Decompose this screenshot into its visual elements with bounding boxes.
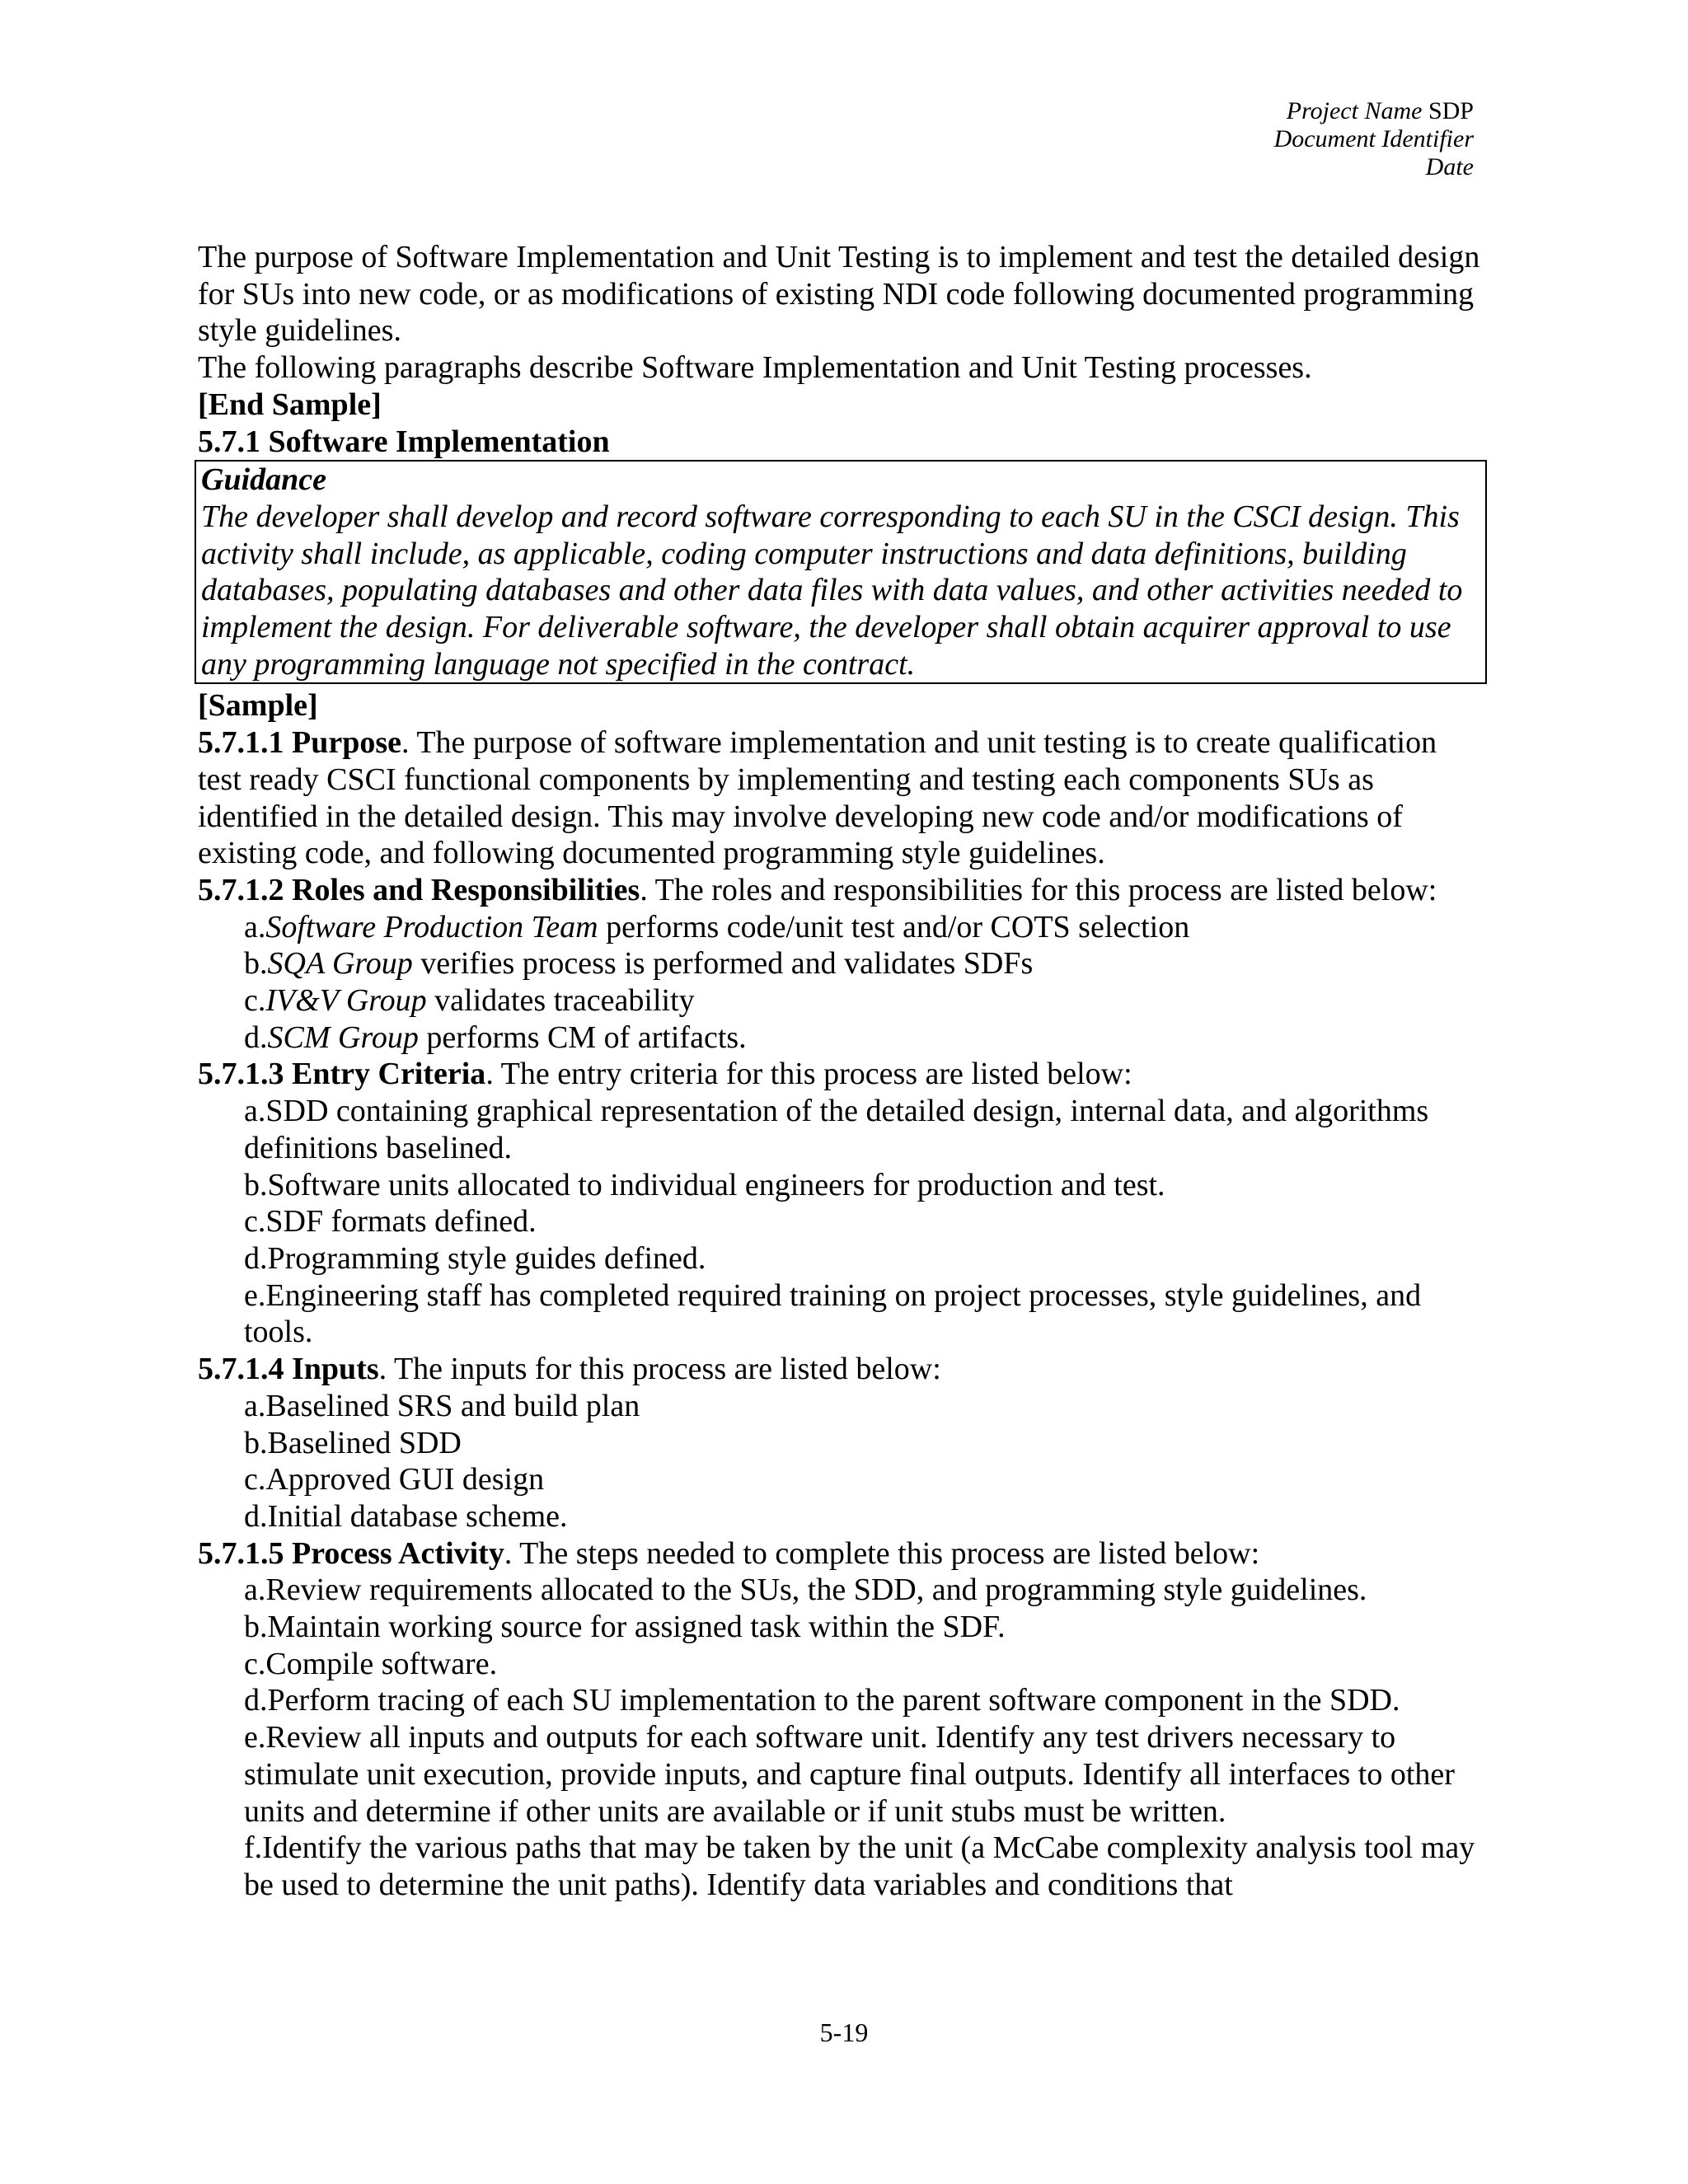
inputs-heading: 5.7.1.4 Inputs xyxy=(198,1352,379,1387)
role-desc: performs CM of artifacts. xyxy=(418,1019,747,1055)
guidance-text: The developer shall develop and record software corresponding to each SU in the CSCI design. This activity shall include, as applicable, coding computer instructions and data definitions, building databases, populating databases and other data files with data values, and other activities needed to implement the design. For deliverable software, the developer shall obtain acquirer approval to use any programming language not specified in the contract. xyxy=(201,499,1463,682)
entry-item: e.Engineering staff has completed required training on project processes, style guidelines, and tools. xyxy=(244,1277,1422,1350)
header-project-name: Project Name xyxy=(1286,97,1423,124)
roles-item-a xyxy=(198,909,1484,946)
purpose-text: . The purpose of software implementation and unit testing is to create qualification test ready CSCI functional components by implementing and testing each components SUs as identified in the detailed design. This may involve developing new code and/or modifications of existing code, and following documented programming style guidelines. xyxy=(198,725,1437,871)
process-text: . The steps needed to complete this process are listed below: xyxy=(504,1535,1260,1571)
role-desc: verifies process is performed and validates SDFs xyxy=(412,946,1034,982)
role-desc: validates traceability xyxy=(426,983,695,1019)
end-sample-label: [End Sample] xyxy=(198,387,382,422)
section-heading: 5.7.1 Software Implementation xyxy=(198,424,610,459)
entry-item: a.SDD containing graphical representation of the detailed design, internal data, and algorithms definitions baselined. xyxy=(244,1094,1429,1165)
entry-item: c.SDF formats defined. xyxy=(244,1204,537,1240)
purpose-heading: 5.7.1.1 Purpose xyxy=(198,725,401,761)
role-name: SCM Group xyxy=(267,1019,419,1055)
roles-item-d xyxy=(198,1019,1484,1057)
guidance-box xyxy=(195,460,1487,684)
page-number: 5-19 xyxy=(819,2018,869,2047)
page-header xyxy=(1274,97,1474,181)
process-item: a.Review requirements allocated to the SUs, the SDD, and programming style guidelines. xyxy=(244,1572,1367,1608)
entry-text: . The entry criteria for this process are listed below: xyxy=(485,1057,1132,1092)
inputs-item: b.Baselined SDD xyxy=(244,1425,462,1460)
header-project-suffix: SDP xyxy=(1428,97,1474,124)
document-body xyxy=(198,239,1484,1904)
inputs-item: c.Approved GUI design xyxy=(244,1462,545,1497)
process-heading: 5.7.1.5 Process Activity xyxy=(198,1535,504,1571)
entry-item: d.Programming style guides defined. xyxy=(244,1240,706,1276)
entry-paragraph xyxy=(198,1056,1484,1093)
roles-heading: 5.7.1.2 Roles and Responsibilities xyxy=(198,872,640,907)
roles-item-b xyxy=(198,945,1484,982)
inputs-text: . The inputs for this process are listed below: xyxy=(378,1352,941,1387)
intro-paragraph-2: The following paragraphs describe Software Implementation and Unit Testing processes. xyxy=(198,350,1312,386)
process-item: b.Maintain working source for assigned task within the SDF. xyxy=(244,1610,1006,1645)
inputs-paragraph xyxy=(198,1351,1484,1388)
process-paragraph xyxy=(198,1535,1484,1572)
role-desc: performs code/unit test and/or COTS selection xyxy=(598,909,1190,944)
purpose-paragraph xyxy=(198,724,1484,872)
process-item: c.Compile software. xyxy=(244,1646,498,1681)
roles-text: . The roles and responsibilities for this process are listed below: xyxy=(640,872,1437,907)
role-name: IV&V Group xyxy=(265,983,427,1019)
role-name: Software Production Team xyxy=(265,909,598,944)
guidance-title: Guidance xyxy=(201,462,326,498)
role-name: SQA Group xyxy=(267,946,413,982)
list-letter: d. xyxy=(244,1019,268,1055)
inputs-item: a.Baselined SRS and build plan xyxy=(244,1388,640,1423)
header-doc-id: Document Identifier xyxy=(1273,125,1474,152)
process-item: d.Perform tracing of each SU implementation to the parent software component in the SDD. xyxy=(244,1683,1400,1718)
inputs-item: d.Initial database scheme. xyxy=(244,1498,568,1534)
header-date: Date xyxy=(1425,153,1474,180)
entry-item: b.Software units allocated to individual engineers for production and test. xyxy=(244,1167,1165,1202)
header-project-line xyxy=(1274,97,1474,125)
sample-label: [Sample] xyxy=(198,688,318,724)
process-item: f.Identify the various paths that may be taken by the unit (a McCabe complexity analysis tool may be used to determine the unit paths). Identify data variables and conditions that xyxy=(244,1830,1475,1902)
list-letter: c. xyxy=(244,983,266,1019)
list-letter: a. xyxy=(244,909,266,944)
list-letter: b. xyxy=(244,946,268,982)
process-item: e.Review all inputs and outputs for each software unit. Identify any test drivers necessary to stimulate unit execution, provide inputs, and capture final outputs. Identify all interfaces to other units and determine if other units are available or if unit stubs must be written. xyxy=(244,1720,1455,1829)
entry-heading: 5.7.1.3 Entry Criteria xyxy=(198,1057,486,1092)
roles-item-c xyxy=(198,982,1484,1019)
roles-paragraph xyxy=(198,872,1484,909)
intro-paragraph: The purpose of Software Implementation and Unit Testing is to implement and test the detailed design for SUs into new code, or as modifications of existing NDI code following documented programming style guidelines. xyxy=(198,240,1480,349)
